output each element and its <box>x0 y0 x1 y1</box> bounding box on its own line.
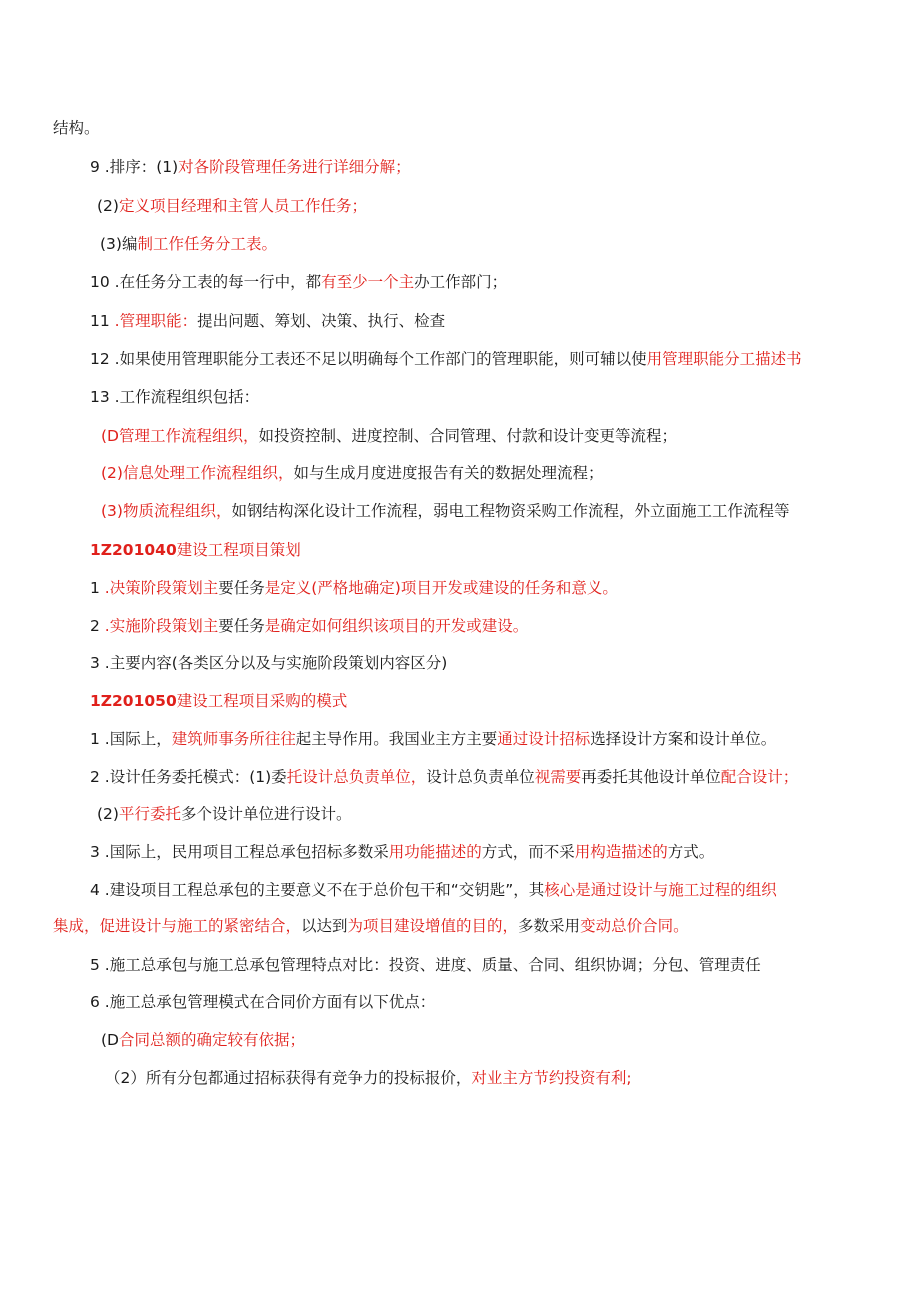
plain-text: 13 .工作流程组织包括： <box>90 388 260 406</box>
text-line <box>90 652 447 674</box>
highlighted-text: 定义项目经理和主管人员工作任务； <box>118 197 367 215</box>
plain-text: 如钢结构深化设计工作流程，弱电工程物资采购工作流程，外立面施工工作流程等 <box>231 502 790 520</box>
text-line <box>90 156 411 178</box>
highlighted-text: 1Z201040 <box>90 541 177 559</box>
plain-text: 方式。 <box>667 843 715 861</box>
text-line <box>53 117 100 139</box>
plain-text: 10 .在任务分工表的每一行中，都 <box>90 273 322 291</box>
plain-text: (2) <box>97 197 119 215</box>
text-line <box>90 766 798 788</box>
text-line <box>90 879 777 901</box>
highlighted-text: .实施阶段策划主 <box>104 617 219 635</box>
text-line <box>101 462 603 484</box>
plain-text: 5 .施工总承包与施工总承包管理特点对比：投资、进度、质量、合同、组织协调；分包、管理责任 <box>90 956 761 974</box>
plain-text: 12 .如果使用管理职能分工表还不足以明确每个工作部门的管理职能，则可辅以使 <box>90 350 647 368</box>
highlighted-text: 用功能描述的 <box>388 843 482 861</box>
text-line <box>90 310 445 332</box>
plain-text: 方式，而不采 <box>481 843 575 861</box>
plain-text: 办工作部门； <box>414 273 508 291</box>
plain-text: （2）所有分包都通过招标获得有竞争力的投标报价， <box>105 1069 472 1087</box>
highlighted-text: 为项目建设增值的目的， <box>347 917 519 935</box>
plain-text: 结构。 <box>53 119 100 137</box>
plain-text: (D <box>101 1031 119 1049</box>
highlighted-text: 合同总额的确定较有依据； <box>118 1031 305 1049</box>
text-line <box>90 615 528 637</box>
plain-text: 4 .建设项目工程总承包的主要意义不在于总价包干和“交钥匙”，其 <box>90 881 545 899</box>
plain-text: 提出问题、筹划、决策、执行、检查 <box>197 312 446 330</box>
text-line <box>90 991 435 1013</box>
text-line <box>90 577 618 599</box>
highlighted-text: .管理职能： <box>114 312 198 330</box>
plain-text: 1 <box>90 579 105 597</box>
plain-text: 3 .主要内容(各类区分以及与实施阶段策划内容区分) <box>90 654 448 672</box>
highlighted-text: 有至少一个主 <box>321 273 415 291</box>
section-heading <box>90 690 347 712</box>
highlighted-text: 用构造描述的 <box>574 843 668 861</box>
plain-text: (3)编 <box>100 235 138 253</box>
highlighted-text: (3)物质流程组织， <box>101 502 232 520</box>
text-line <box>101 500 789 522</box>
highlighted-text: 建筑师事务所往往 <box>171 730 296 748</box>
highlighted-text: 变动总价合同。 <box>580 917 689 935</box>
highlighted-text: 对业主方节约投资有利; <box>471 1069 632 1087</box>
text-line <box>101 425 677 447</box>
text-line <box>90 728 776 750</box>
text-line <box>105 1067 632 1089</box>
text-line <box>90 386 259 408</box>
highlighted-text: 核心是通过设计与施工过程的组织 <box>544 881 777 899</box>
plain-text: 9 .排序：(1) <box>90 158 179 176</box>
highlighted-text: .决策阶段策划主 <box>104 579 219 597</box>
plain-text: 要任务 <box>218 579 265 597</box>
highlighted-text: 建设工程项目策划 <box>176 541 301 559</box>
plain-text: 再委托其他设计单位 <box>581 768 721 786</box>
text-line <box>90 954 761 976</box>
highlighted-text: 1Z201050 <box>90 692 177 710</box>
plain-text: 要任务 <box>218 617 265 635</box>
plain-text: 如与生成月度进度报告有关的数据处理流程； <box>293 464 604 482</box>
highlighted-text: 用管理职能分工描述书 <box>646 350 802 368</box>
text-line <box>97 803 352 825</box>
highlighted-text: 视需要 <box>534 768 582 786</box>
text-line <box>90 841 714 863</box>
plain-text: 多数采用 <box>518 917 581 935</box>
highlighted-text: 配合设计； <box>720 768 799 786</box>
plain-text: 选择设计方案和设计单位。 <box>590 730 777 748</box>
text-line <box>53 915 689 937</box>
plain-text: 如投资控制、进度控制、合同管理、付款和设计变更等流程； <box>258 427 677 445</box>
text-line <box>90 348 802 370</box>
plain-text: 6 .施工总承包管理模式在合同价方面有以下优点： <box>90 993 436 1011</box>
plain-text: 以达到 <box>301 917 348 935</box>
text-line <box>90 271 507 293</box>
highlighted-text: 平行委托 <box>118 805 181 823</box>
highlighted-text: (D管理工作流程组织， <box>101 427 259 445</box>
plain-text: (2) <box>97 805 119 823</box>
plain-text: 2 <box>90 617 105 635</box>
highlighted-text: 制工作任务分工表。 <box>137 235 277 253</box>
text-line <box>101 1029 305 1051</box>
highlighted-text: 是确定如何组织该项目的开发或建设。 <box>264 617 529 635</box>
plain-text: 设计总负责单位 <box>426 768 535 786</box>
plain-text: 1 .国际上， <box>90 730 172 748</box>
highlighted-text: 托设计总负责单位， <box>286 768 427 786</box>
plain-text: 3 .国际上，民用项目工程总承包招标多数采 <box>90 843 389 861</box>
highlighted-text: (2)信息处理工作流程组织， <box>101 464 294 482</box>
highlighted-text: 建设工程项目采购的模式 <box>176 692 348 710</box>
plain-text: 11 <box>90 312 115 330</box>
text-line <box>97 195 367 217</box>
plain-text: 起主导作用。我国业主方主要 <box>295 730 498 748</box>
highlighted-text: 通过设计招标 <box>497 730 591 748</box>
plain-text: 2 .设计任务委托模式：(1)委 <box>90 768 287 786</box>
plain-text: 多个设计单位进行设计。 <box>180 805 352 823</box>
text-line <box>100 233 277 255</box>
highlighted-text: 对各阶段管理任务进行详细分解； <box>178 158 411 176</box>
section-heading <box>90 539 301 561</box>
highlighted-text: 是定义(严格地确定)项目开发或建设的任务和意义。 <box>264 579 618 597</box>
highlighted-text: 集成，促进设计与施工的紧密结合， <box>53 917 302 935</box>
